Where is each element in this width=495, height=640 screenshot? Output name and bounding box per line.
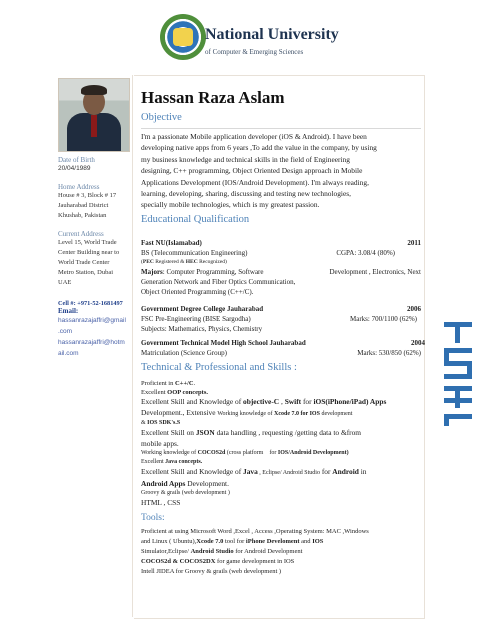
majors-line: Object Oriented Programming (C++/C).: [141, 288, 254, 296]
current-address-label: Current Address: [58, 230, 104, 238]
objective-text: I'm a passionate Mobile application developer (iOS & Android). I have been developing native apps from 6 years ,To add the value in the company, by using my business knowledge and technical skills in the field of Engineering designing, C++ programming, Object Oriented Design approach in Mobile Applications Development (IOS/Android Development). I'm always reading, learning, developing, sharing, discussing and testing new technologies, specially mobile technologies, which is my greatest passion.: [141, 132, 377, 210]
profile-photo: [58, 78, 130, 152]
cell-number: Cell #: +971-52-1681497: [58, 300, 123, 307]
degree: BS (Telecommunication Engineering): [141, 249, 248, 257]
current-address-line: UAE: [58, 279, 72, 286]
marks: Marks: 530/850 (62%): [357, 349, 421, 357]
tools-list: Proficient at using Microsoft Word ,Excel , Access ,Operating System: MAC ,Windows and Linux ( Ubuntu),Xcode 7.0 tool for iPhone Develoment and IOS Simulator,Eclipse/ Android Studio for Android Development COCOS2d & COCOS2DX for game development in IOS Intell JIDEA for Groovy & grails (web development ): [141, 528, 369, 575]
institution-year: 2004: [411, 339, 425, 347]
accreditation-note: (PEC Registered & HEC Recognized): [141, 259, 227, 265]
email-link-gmail[interactable]: .com: [58, 328, 73, 335]
fast-logo-vertical: [442, 320, 474, 430]
education-school: [141, 338, 425, 358]
tools-heading: Tools:: [141, 513, 165, 523]
institution-name: Fast NU(Islamabad): [141, 239, 202, 247]
majors-line: Generation Network and Fiber Optics Communication,: [141, 278, 296, 286]
sidebar: [58, 156, 132, 359]
education-fast: [141, 238, 421, 297]
home-address-label: Home Address: [58, 183, 100, 191]
skills-heading: Technical & Professional and Skills :: [141, 362, 297, 373]
objective-divider: [141, 128, 421, 129]
marks: Marks: 700/1100 (62%): [349, 315, 417, 323]
candidate-name: Hassan Raza Aslam: [141, 88, 285, 107]
email-label: Email:: [58, 307, 79, 315]
institution-year: 2006: [407, 305, 421, 313]
education-heading: Educational Qualification: [141, 214, 250, 225]
current-address-line: Metro Station, Dubai: [58, 269, 114, 276]
degree: FSC Pre-Engineering (BISE Sargodha): [141, 315, 251, 323]
institution-name: Government Technical Model High School Jauharabad: [141, 339, 306, 347]
university-name: National University: [205, 26, 339, 43]
dob-value: 20/04/1989: [58, 165, 91, 172]
university-logo-emblem: [173, 28, 193, 46]
objective-heading: Objective: [141, 112, 182, 123]
home-address-line: Khushab, Pakistan: [58, 212, 107, 219]
email-link-gmail[interactable]: hassanrazajaffri@gmail: [58, 317, 126, 324]
majors-line: Majors: Computer Programming, Software Development , Electronics, Next: [141, 268, 421, 276]
email-link-hotmail[interactable]: ail.com: [58, 350, 79, 357]
current-address-line: Center Building near to: [58, 249, 120, 256]
institution-year: 2011: [407, 239, 421, 247]
dob-label: Date of Birth: [58, 156, 95, 164]
subjects: Subjects: Mathematics, Physics, Chemistry: [141, 325, 263, 333]
current-address-line: Level 15, World Trade: [58, 239, 117, 246]
cgpa: CGPA: 3.08/4 (80%): [336, 249, 395, 257]
education-college: [141, 304, 421, 334]
current-address-line: World Trade Center: [58, 259, 110, 266]
email-link-hotmail[interactable]: hassanrazajaffri@hotm: [58, 339, 125, 346]
institution-name: Government Degree College Jauharabad: [141, 305, 264, 313]
sidebar-divider: [132, 75, 133, 617]
skills-list: Proficient in C++/C. Excellent OOP concepts. Excellent Skill and Knowledge of objective-C , Swift for iOS(iPhone/iPad) Apps Development., Extensive Working knowledge of Xcode 7.0 for IOS development & IOS SDK's.S Excellent Skill on JSON data handling , requesting /getting data to &from mobile apps. Working knowledge of COCOS2d (cross platform for IOS/Android Development) Excellent Java concepts. Excellent Skill and Knowledge of Java , Eclipse/ Android Studio for Android in Android Apps Development. Groovy & grails (web development ) HTML , CSS: [141, 380, 387, 507]
home-address-line: House # 3, Block # 17: [58, 192, 117, 199]
degree: Matriculation (Science Group): [141, 349, 227, 357]
home-address-line: Jauharabad District: [58, 202, 109, 209]
university-subtitle: of Computer & Emerging Sciences: [205, 48, 304, 56]
